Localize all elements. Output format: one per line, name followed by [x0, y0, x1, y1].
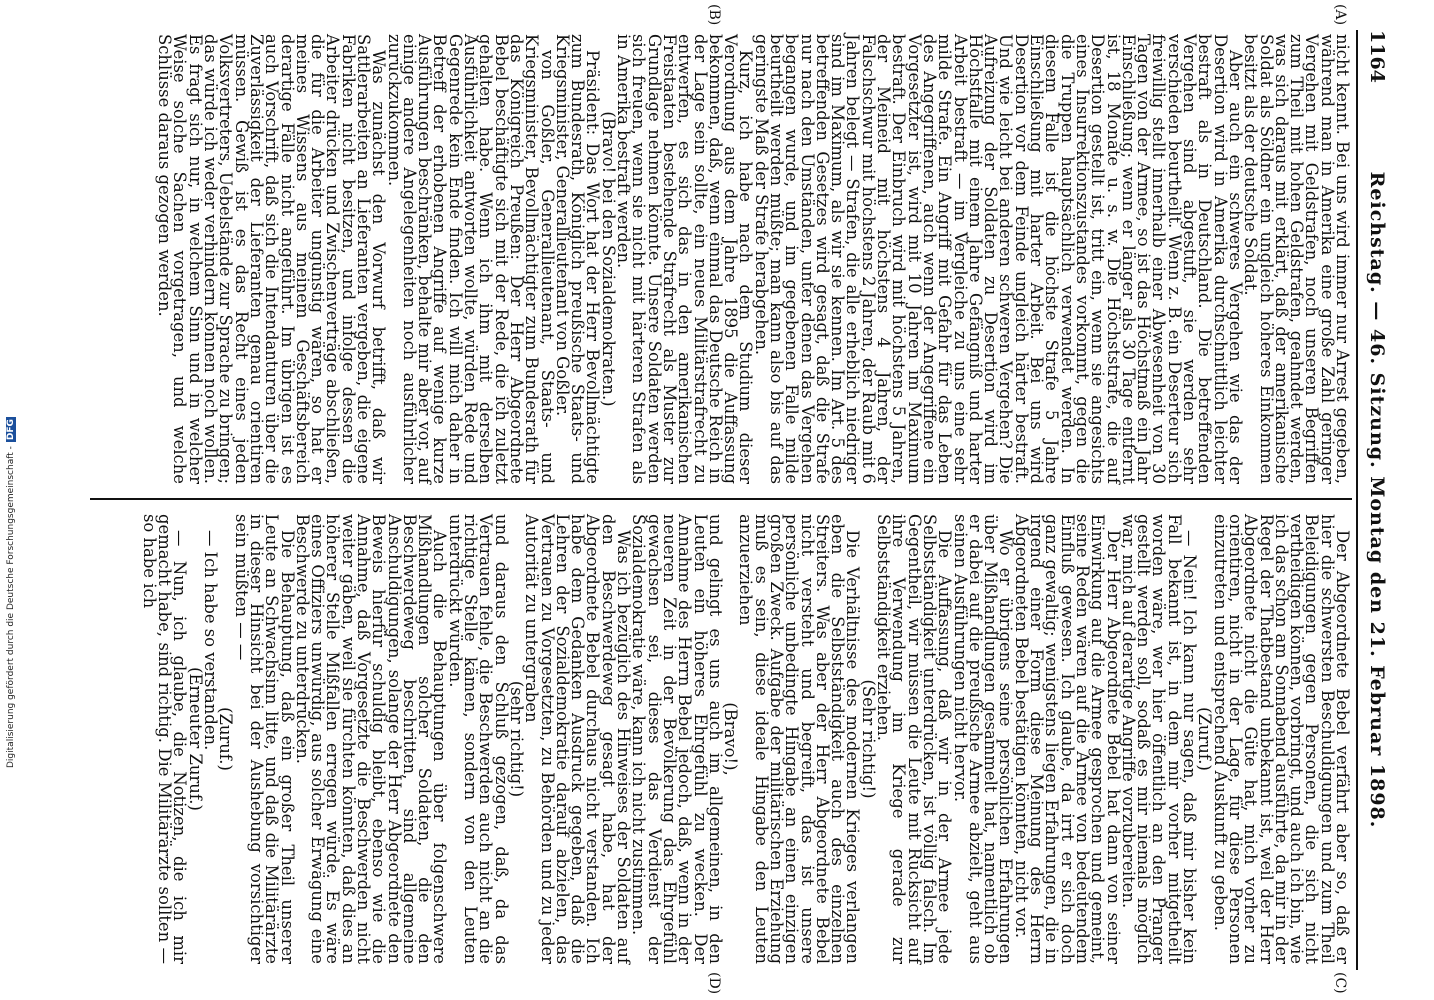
paragraph: und daraus den Schluß gezogen, daß, da das Vertrauen fehle, die Beschwerden auch nicht an die richtige Stelle kämen, sondern von den Leuten unterdrückt würden. — [445, 514, 511, 964]
paragraph: Die Verhältnisse des modernen Krieges verlangen eben die Selbstständigkeit auch des einzelnen Streiters. Was aber der Herr Abgeordnete Bebel nicht versteht und begreift, das ist unsere persönliche unbedingte Hingabe an einen einzigen großen Zweck. Aufgabe der militärischen Erziehung muß es sein, diese ideale Hingabe den Leuten anzuerziehen — [736, 514, 863, 964]
paragraph: Der Herr Abgeordnete Bebel hat dann von seiner Einwirkung auf die Armee gesprochen und gemeint, seine Reden wären auf die Armee von bedeutendem Einfluß gewesen. Ich glaube, da irrt er sich doch ganz gewaltig; wenigstens liegen Erfahrungen, die in irgend einer Form diese Meinung des Herrn Abgeordneten Bebel bestätigen könnten, nicht vor. — [1011, 514, 1123, 964]
paragraph: nicht kennt. Bei uns wird immer nur Arrest gegeben, während man in Amerika eine große Zahl geringer Vergehen mit Geldstrafen, noch unseren Begriffen zum Theil mit hohen Geldstrafen, geahndet werden, was sich daraus mit erklärt, daß der amerikanische Soldat als Söldner ein ungleich höheres Einkommen besitzt als der deutsche Soldat. — [1241, 34, 1352, 484]
margin-mark-d: (D) — [706, 972, 722, 995]
interjection: (Erneuter Zuruf.) — [185, 667, 205, 811]
page-number: 1164 — [1366, 30, 1388, 83]
margin-mark-c: (C) — [1332, 972, 1348, 994]
paragraph: von Goßler, Generallieutenant, Staats- und Kriegsminister, Bevollmächtigter zum Bundesrath für das Königreich Preußen: Der Herr Abgeordnete Bebel beschäftigte sich mit der Rede, die ich zuletzt gehalten habe. Wenn ich ihm mit derselben Ausführlichkeit antworten wollte, würden Rede und Gegenrede kein Ende finden. Ich will mich daher in Betreff der erhobenen Angriffe auf wenige kurze Ausführungen beschränken, behalte mir aber vor, auf einige andere Angelegenheiten noch ausführlicher zurückzukommen. — [384, 34, 557, 484]
paragraph: Präsident: Das Wort hat der Herr Bevollmächtigte zum Bundesrath, Königlich preußische Staats- und Kriegsminister, Generallieutenant von Goßler. — [552, 34, 603, 484]
paragraph: — Ich habe so verstanden. — [201, 530, 221, 751]
paragraph: und gelingt es uns auch im allgemeinen, in den Leuten ein höheres Ehrgefühl zu wecken. Der Annahme des Herrn Bebel jedoch, daß, wenn in der neueren Zeit in der Bevölkerung das Ehrgefühl gewachsen sei, dieses das Verdienst der Sozialdemokratie wäre, kann ich nicht zustimmen. — [629, 514, 725, 964]
interjection: (Bravo! bei den Sozialdemokraten.) — [598, 111, 618, 407]
paragraph: Was zunächst den Vorwurf betrifft, daß wir Sattlerarbeiten an Lieferanten vergeben, die eigene Fabriken nicht besitzen, und infolge dessen die Arbeiter drücken und Zwischenverträge abschließen, die für die Arbeiter ungünstig wären, so hat er meines Wissens aus meinem Geschäftsbereich derartige Fälle nicht angeführt. Im übrigen ist es auch Vorschrift, daß sich die Intendanturen über die Zuverlässigkeit der Lieferanten genau orientiren müssen. Gewiß ist es das Recht eines jeden Volksvertreters, Uebelstände zur Sprache zu bringen; das würde ich weder verhindern können noch wollen. Es fragt sich nur, in welchem Sinn und in welcher Weise solche Sachen vorgetragen, und welche Schlüsse daraus gezogen werden. — [155, 34, 389, 484]
digitization-footer — [6, 417, 16, 768]
dfg-logo: DFG — [6, 419, 16, 441]
interjection: (Zuruf.) — [1195, 707, 1215, 771]
footer-text: Digitalisierung gefördert durch die Deutsche Forschungsgemeinschaft - — [6, 446, 16, 768]
interjection: (Bravo!), — [721, 702, 741, 776]
paragraph: Aber auch ein schweres Vergehen wie das der Desertion wird in Amerika durchschnittlich leichter bestraft als in Deutschland. Die betreffenden Vergehen sind abgestuft, sie werden sehr verschieden beurtheilt. Wenn z. B. ein Deserteur sich freiwillig stellt innerhalb einer Abwesenheit von 30 Tagen von der Armee, so ist das Höchstmaß ein Jahr Einschließung; wenn er länger als 30 Tage entfernt ist, 18 Monate u. s. w. Die Höchststrafe, die auf Desertion gestellt ist, tritt ein, wenn sie angesichts eines Insurrektionszustandes vorkommt, gegen die die Truppen hauptsächlich verwendet werden. In diesem Falle ist die höchste Strafe 5 Jahre Einschließung mit harter Arbeit. Bei uns wird Desertion vor dem Feinde ungleich härter bestraft. Und wie leicht bei anderen schweren Vergehen? Die Aufreizung der Soldaten zu Desertion wird im Höchstfalle mit einem Jahre Gefängniß und harter Arbeit bestraft — im Vergleiche zu uns eine sehr milde Strafe. Ein Angriff mit Gefahr für das Leben des Angegriffenen, auch wenn der Angegriffene ein Vorgesetzter ist, wird mit 10 Jahren im Maximum bestraft. Der Einbruch wird mit höchstens 5 Jahren, der Meineid mit höchstens 4 Jahren, der Falschschwur mit höchstens 2 Jahren, der Raub mit 6 Jahren belegt — Strafen, die alle erheblich niedriger sind im Maximum, als wir sie kennen. Im Art. 5 des betreffenden Gesetzes wird gesagt, daß die Strafe nur nach den Umständen, unter denen das Vergehen begangen wurde, und im gegebenen Falle milde beurtheilt werden müßte; man kann also bis auf das geringste Maß der Strafe herabgehen. — [751, 34, 1245, 484]
paragraph: — Nun, ich glaube, die Notizen, die ich mir gemacht habe, sind richtig. Die Militärärzte sollten — so habe ich — [139, 514, 190, 964]
interjection: (sehr richtig!) — [506, 680, 526, 798]
page-header — [1362, 30, 1390, 970]
margin-mark-a: (A) — [1332, 4, 1348, 26]
column-divider — [90, 498, 1352, 500]
paragraph: Auch die Behauptungen über folgenschwere Mißhandlungen solcher Soldaten, die den Beschwerdeweg beschritten, sind allgemeine Anschuldigungen, solange der Herr Abgeordnete den Beweis hierfür schuldig bleibt, ebenso wie die Annahme, daß Vorgesetzte die Beschwerden nicht weiter gäben, weil sie fürchten könnten, daß dies an höherer Stelle Mißfallen erregen würde. Es wäre eines Offiziers unwürdig, aus solcher Erwägung eine Beschwerde zu unterdrücken. — [292, 514, 450, 964]
newspaper-page — [70, 4, 1390, 995]
interjection: (Sehr richtig!) — [858, 679, 878, 799]
running-head: Reichstag. — 46. Sitzung. Montag den 21. Februar 1898. — [1366, 171, 1388, 829]
margin-mark-b: (B) — [706, 4, 722, 26]
left-column — [157, 34, 1350, 484]
paragraph: — Nein! Ich kann nur sagen, daß mir bisher kein Fall bekannt ist, in dem mir vorher mitgetheilt worden wäre, wer hier öffentlich an den Pranger gestellt werden soll, sodaß es mir niemals möglich war, mich auf derartige Angriffe vorzubereiten. — [1118, 514, 1200, 964]
paragraph: Was ich bezüglich des Hinweises der Soldaten auf den Beschwerdeweg gesagt habe, hat der Abgeordnete Bebel durchaus nicht verstanden. Ich habe dem Gedanken Ausdruck gegeben, daß die Lehren der Sozialdemokratie darauf abzielen, das Vertrauen zu Vorgesetzten, zu Behörden und zu jeder Autorität zu untergraben — [522, 514, 634, 964]
interjection: (Zuruf.) — [216, 707, 236, 771]
right-column — [139, 514, 1352, 964]
paragraph: Die Auffassung, daß wir in der Armee jede Selbstständigkeit unterdrücken, ist völlig falsch. Im Gegentheil, wir müssen die Leute mit Rücksicht auf ihre Verwendung im Kriege gerade zur Selbstständigkeit erziehen. — [874, 514, 955, 964]
header-rule — [1356, 30, 1358, 970]
paragraph: Kurz, ich habe nach dem Studium dieser Verordnung aus dem Jahre 1895 die Auffassung bekommen, daß, wenn einmal das Deutsche Reich in der Lage sein sollte, ein neues Militärstrafrecht zu entwerfen, es sich das in den amerikanischen Freistaaten bestehende Strafrecht als Muster zur Grundlage nehmen könnte. Unsere Soldaten werden sich freuen, wenn sie nicht mit härteren Strafen als in Amerika bestraft werden. — [614, 34, 756, 484]
paragraph: Wo er übrigens seine persönlichen Erfahrungen über Mißhandlungen gesammelt hat, namentlich ob er dabei auf die preußische Armee abzielt, geht aus seinen Ausführungen nicht hervor. — [950, 514, 1016, 964]
paragraph: Die Behauptung, daß ein großer Theil unserer Leute an Schwachsinn litte, und daß die Militärärzte in dieser Hinsicht bei der Aushebung vorsichtiger sein müßten — — — [231, 514, 297, 964]
paragraph: Der Abgeordnete Bebel verfährt aber so, daß er hier die schwersten Beschuldigungen und zum Theil Beleidigungen gegen Personen, die sich nicht vertheidigen können, vorbringt, und auch ich bin, wie ich das schon am Sonnabend ausführte, da mir in der Regel der Thatbestand unbekannt ist, weil der Herr Abgeordnete nicht die Güte hat, mich vorher zu orientiren, nicht in der Lage, für diese Personen einzutreten und entsprechend Auskunft zu geben. — [1210, 514, 1352, 964]
